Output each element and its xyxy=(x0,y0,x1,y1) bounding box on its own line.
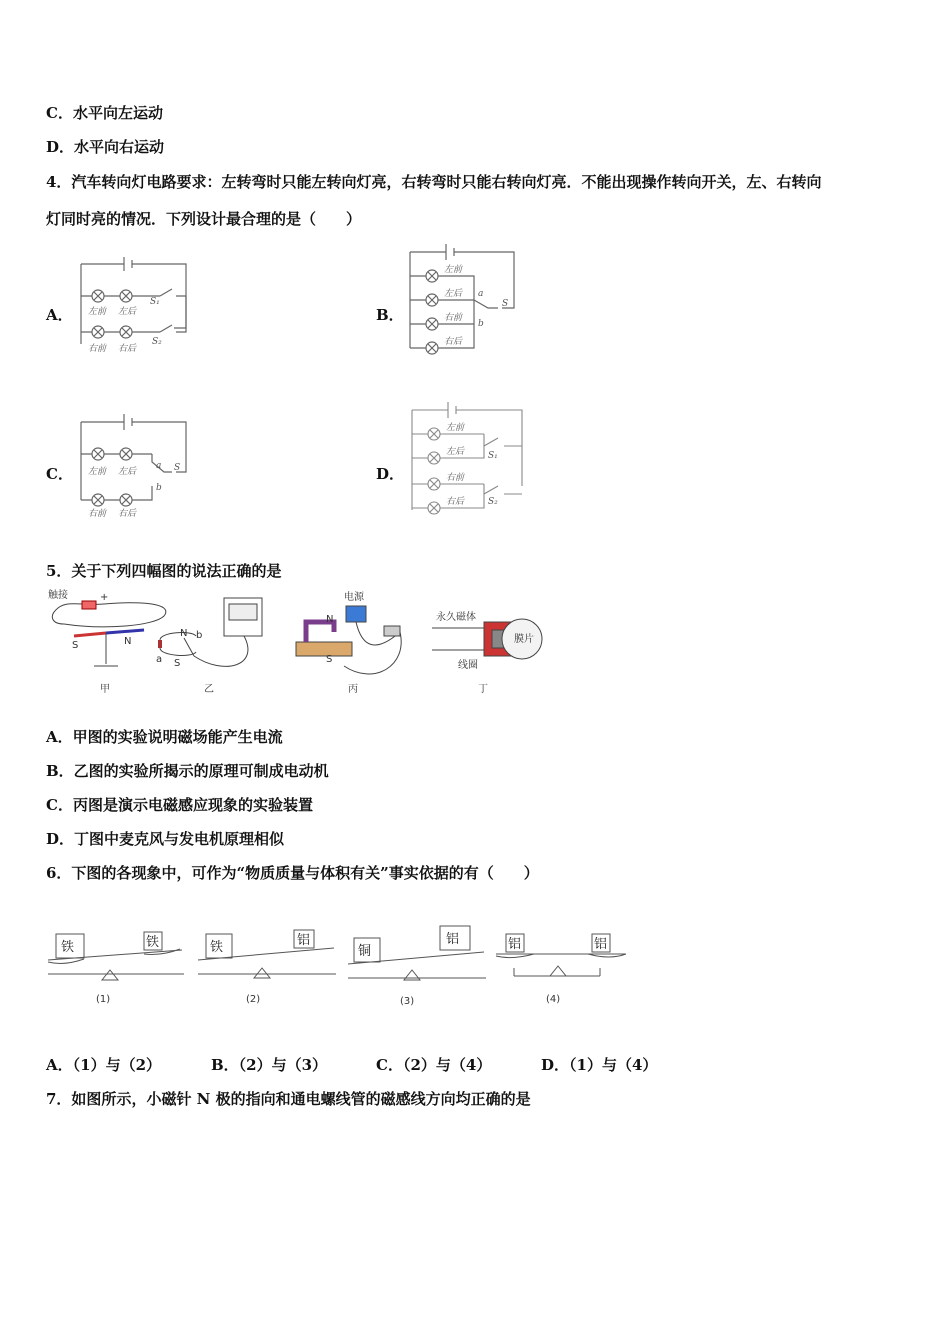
svg-text:(4): (4) xyxy=(546,994,561,1005)
svg-text:S: S xyxy=(72,640,79,651)
q6-scales xyxy=(44,924,634,1014)
fig-yi xyxy=(160,598,262,666)
svg-text:铝: 铝 xyxy=(508,937,522,952)
q6-option-a: A．（1）与（2） xyxy=(46,1056,162,1074)
q3-option-c: C．水平向左运动 xyxy=(46,104,163,122)
q5-option-b: B．乙图的实验所揭示的原理可制成电动机 xyxy=(46,762,329,780)
lamp-label: 右后 xyxy=(118,344,137,354)
svg-text:铝: 铝 xyxy=(297,933,311,948)
svg-text:S: S xyxy=(174,658,181,669)
svg-text:S: S xyxy=(502,299,509,309)
svg-text:左前: 左前 xyxy=(444,265,463,275)
q4-label-a: A． xyxy=(46,306,73,324)
caption-ding: 丁 xyxy=(478,684,488,695)
svg-text:右后: 右后 xyxy=(446,497,465,507)
svg-text:a: a xyxy=(156,654,163,665)
q4-circuit-d xyxy=(404,398,528,522)
svg-text:铁: 铁 xyxy=(146,935,160,950)
caption-yi: 乙 xyxy=(204,684,214,695)
svg-text:电源: 电源 xyxy=(344,592,364,603)
svg-text:铜: 铜 xyxy=(358,944,372,959)
q4-label-c: C． xyxy=(46,465,73,483)
touch-label: 触接 xyxy=(48,590,68,601)
q6-options xyxy=(46,1054,657,1075)
fig-bing xyxy=(296,606,401,674)
caption-jia: 甲 xyxy=(100,684,110,695)
q4-circuit-a xyxy=(76,244,192,360)
scale-caption: (1) xyxy=(96,994,111,1005)
svg-text:线圈: 线圈 xyxy=(458,660,478,671)
q6-option-b: B．（2）与（3） xyxy=(211,1056,328,1074)
svg-text:左后: 左后 xyxy=(118,467,137,477)
q5-option-a: A．甲图的实验说明磁场能产生电流 xyxy=(46,728,283,746)
q5-option-d: D．丁图中麦克风与发电机原理相似 xyxy=(46,830,285,848)
svg-text:铝: 铝 xyxy=(446,932,460,947)
svg-text:右前: 右前 xyxy=(88,509,107,519)
q4-stem-line1: 4．汽车转向灯电路要求：左转弯时只能左转向灯亮，右转弯时只能右转向灯亮．不能出现操作转向开关，左、右转向 xyxy=(46,173,822,191)
svg-text:a: a xyxy=(156,461,162,471)
svg-text:左前: 左前 xyxy=(446,423,465,433)
svg-text:S₁: S₁ xyxy=(488,451,498,461)
svg-text:b: b xyxy=(156,483,162,493)
svg-text:S₂: S₂ xyxy=(488,497,498,507)
svg-text:左后: 左后 xyxy=(446,447,465,457)
svg-text:右后: 右后 xyxy=(118,509,137,519)
fig-jia xyxy=(52,601,165,666)
q5-option-c: C．丙图是演示电磁感应现象的实验装置 xyxy=(46,796,313,814)
q4-label-b: B． xyxy=(376,306,404,324)
lamp-label: 左前 xyxy=(88,307,107,317)
svg-text:左后: 左后 xyxy=(444,289,463,299)
q4-circuit-b xyxy=(402,238,522,362)
svg-text:左前: 左前 xyxy=(88,467,107,477)
q5-figures xyxy=(44,586,544,698)
lamp-label: 右前 xyxy=(88,344,107,354)
svg-text:+: + xyxy=(100,592,109,603)
svg-text:b: b xyxy=(196,630,203,641)
lamp-label: 左后 xyxy=(118,307,137,317)
svg-text:(2): (2) xyxy=(246,994,261,1005)
switch-label: S₁ xyxy=(150,297,160,307)
svg-text:N: N xyxy=(180,628,188,639)
svg-text:铁: 铁 xyxy=(61,940,75,955)
switch-label: S₂ xyxy=(152,337,162,347)
svg-text:N: N xyxy=(326,614,334,625)
svg-text:铝: 铝 xyxy=(594,937,608,952)
svg-text:右前: 右前 xyxy=(444,313,463,323)
svg-text:永久磁体: 永久磁体 xyxy=(436,612,476,623)
svg-text:右后: 右后 xyxy=(444,337,463,347)
svg-text:b: b xyxy=(478,319,484,329)
svg-text:S: S xyxy=(326,654,333,665)
svg-text:膜片: 膜片 xyxy=(514,634,534,645)
q7-stem: 7．如图所示，小磁针 N 极的指向和通电螺线管的磁感线方向均正确的是 xyxy=(46,1090,531,1108)
caption-bing: 丙 xyxy=(348,684,358,695)
svg-text:(3): (3) xyxy=(400,996,415,1007)
q5-stem: 5．关于下列四幅图的说法正确的是 xyxy=(46,562,282,580)
q4-label-d: D． xyxy=(376,465,405,483)
svg-text:S: S xyxy=(174,463,181,473)
svg-text:N: N xyxy=(124,636,132,647)
svg-text:右前: 右前 xyxy=(446,473,465,483)
q4-circuit-c xyxy=(76,406,192,524)
svg-text:铁: 铁 xyxy=(210,940,224,955)
q6-stem: 6．下图的各现象中，可作为“物质质量与体积有关”事实依据的有（ ） xyxy=(46,864,539,882)
q6-option-c: C．（2）与（4） xyxy=(376,1056,492,1074)
q6-option-d: D．（1）与（4） xyxy=(541,1056,658,1074)
q3-option-d: D．水平向右运动 xyxy=(46,138,165,156)
q4-stem-line2: 灯同时亮的情况．下列设计最合理的是（ ） xyxy=(46,210,362,228)
svg-text:a: a xyxy=(478,289,484,299)
